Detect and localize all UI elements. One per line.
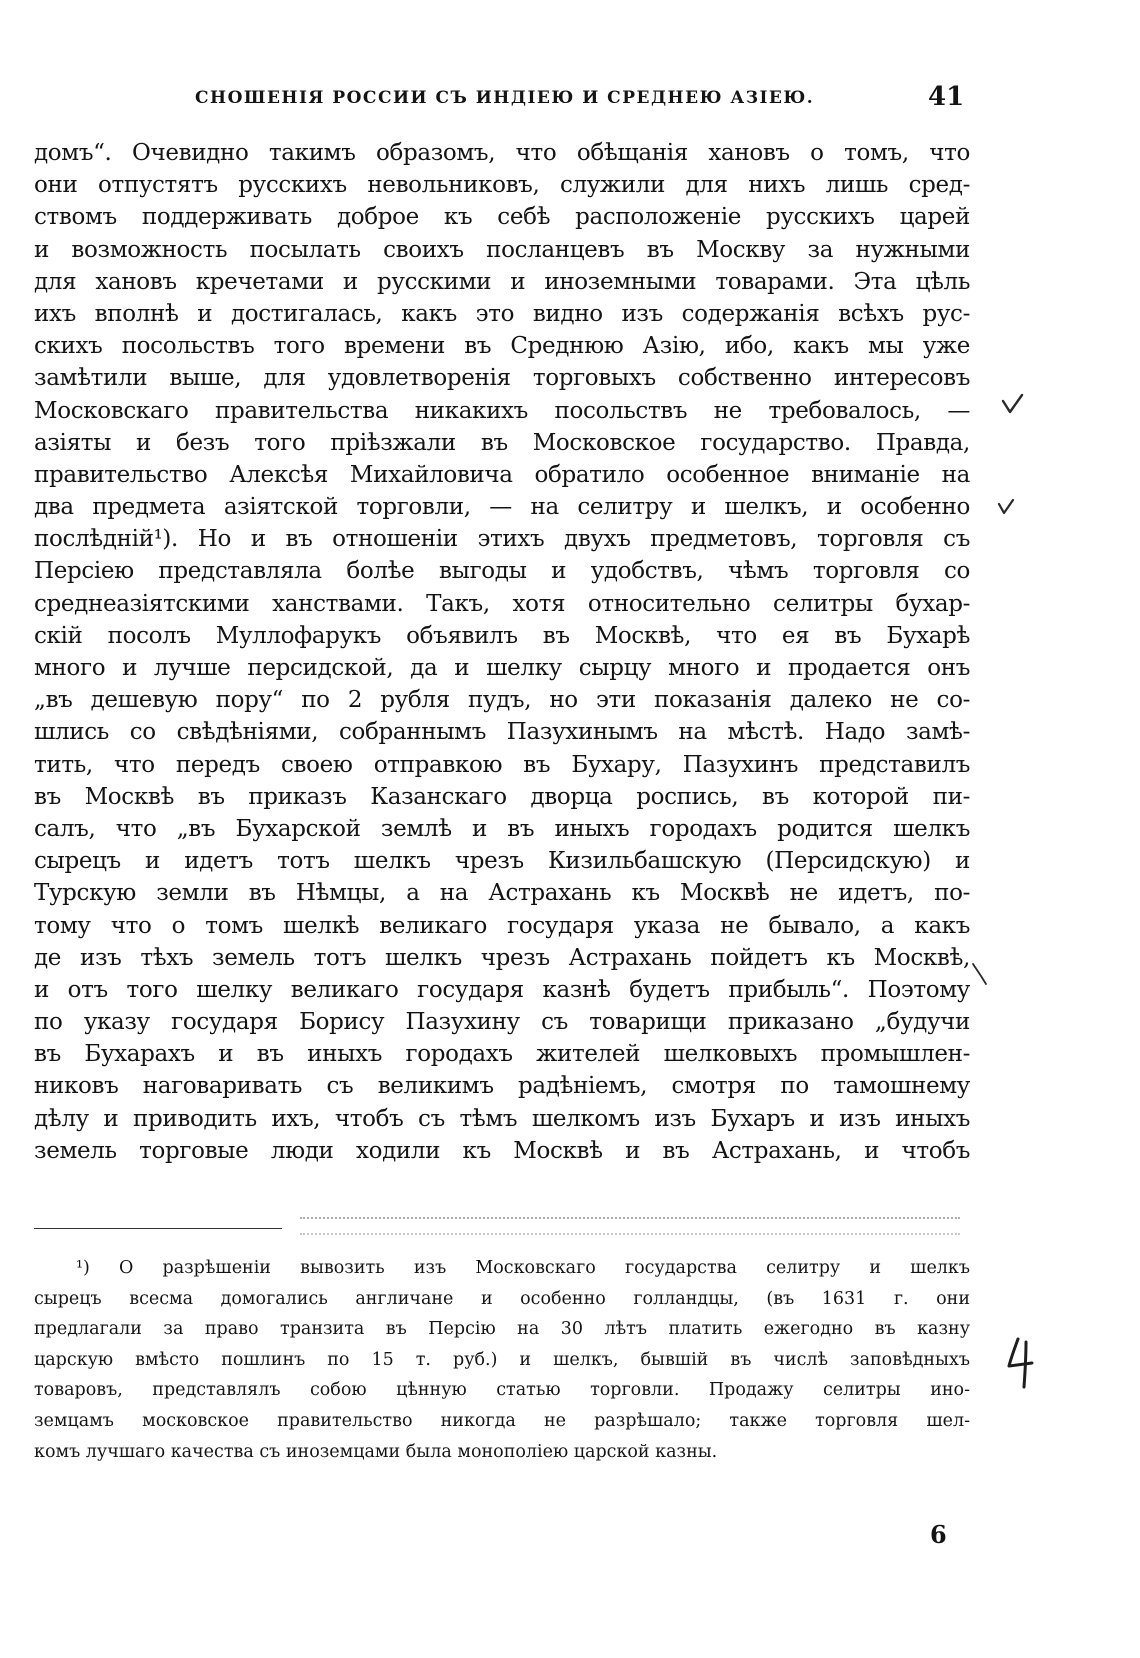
footnote-rule xyxy=(34,1228,282,1229)
body-line: они отпустятъ русскихъ невольниковъ, служили для нихъ лишь сред- xyxy=(34,172,970,199)
page-number: 41 xyxy=(928,82,965,112)
check-mark-icon xyxy=(996,497,1016,517)
body-line: скій посолъ Муллофарукъ объявилъ въ Москвѣ, что ея въ Бухарѣ xyxy=(34,622,970,649)
check-mark-icon xyxy=(1000,392,1026,418)
body-line: никовъ наговаривать съ великимъ радѣніемъ, смотря по тамошнему xyxy=(34,1073,970,1100)
body-line: Персіею представляла болѣе выгоды и удобствъ, чѣмъ торговля со xyxy=(34,558,970,585)
body-line: правительство Алексѣя Михайловича обратило особенное вниманіе на xyxy=(34,461,970,488)
running-title: СНОШЕНІЯ РОССИИ СЪ ИНДІЕЮ И СРЕДНЕЮ АЗІЕЮ. xyxy=(195,88,815,108)
footnote-line: царскую вмѣсто пошлинъ по 15 т. руб.) и шелкъ, бывшій въ числѣ заповѣдныхъ xyxy=(34,1349,970,1370)
body-line: въ Москвѣ въ приказъ Казанскаго дворца роспись, въ которой пи- xyxy=(34,783,970,810)
body-line: земель торговые люди ходили къ Москвѣ и въ Астрахань, и чтобъ xyxy=(34,1137,970,1164)
footnote-line: земцамъ московское правительство никогда не разрѣшало; также торговля шел- xyxy=(34,1410,970,1431)
body-line: въ Бухарахъ и въ иныхъ городахъ жителей шелковыхъ промышлен- xyxy=(34,1041,970,1068)
body-line: среднеазіятскими ханствами. Такъ, хотя относительно селитры бухар- xyxy=(34,590,970,617)
body-line: Турскую земли въ Нѣмцы, а на Астрахань къ Москвѣ не идетъ, по- xyxy=(34,880,970,907)
footnote-line: предлагали за право транзита въ Персію на 30 лѣтъ платить ежегодно въ казну xyxy=(34,1319,970,1340)
body-line: тому что о томъ шелкѣ великаго государя указа не бывало, а какъ xyxy=(34,912,970,939)
footnote-line: ¹) О разрѣшеніи вывозить изъ Московскаго государства селитру и шелкъ xyxy=(76,1258,970,1278)
footnote-line: товаровъ, представлялъ собою цѣнную статью торговли. Продажу селитры ино- xyxy=(34,1380,970,1401)
body-line: ихъ вполнѣ и достигалась, какъ это видно изъ содержанія всѣхъ рус- xyxy=(34,300,970,327)
body-line: послѣдній¹). Но и въ отношеніи этихъ двухъ предметовъ, торговля съ xyxy=(34,526,970,553)
footnote xyxy=(34,1253,970,1467)
body-line: дѣлу и приводить ихъ, чтобъ съ тѣмъ шелкомъ изъ Бухаръ и изъ иныхъ xyxy=(34,1105,970,1132)
body-line: замѣтили выше, для удовлетворенія торговыхъ собственно интересовъ xyxy=(34,365,970,392)
body-line: азіяты и безъ того пріѣзжали въ Московское государство. Правда, xyxy=(34,429,970,456)
body-line: скихъ посольствъ того времени въ Среднюю Азію, ибо, какъ мы уже xyxy=(34,333,970,360)
body-line: два предмета азіятской торговли, — на селитру и шелкъ, и особенно xyxy=(34,494,970,521)
body-line: Московскаго правительства никакихъ посольствъ не требовалось, — xyxy=(34,397,970,424)
body-line: сырецъ и идетъ тотъ шелкъ чрезъ Кизильбашскую (Персидскую) и xyxy=(34,848,970,875)
body-line: салъ, что „въ Бухарской землѣ и въ иныхъ городахъ родится шелкъ xyxy=(34,815,970,842)
body-line: „въ дешевую пору“ по 2 рубля пудъ, но эти показанія далеко не со- xyxy=(34,687,970,714)
footnote-line: сырецъ всесма домогались англичане и особенно голландцы, (въ 1631 г. они xyxy=(34,1288,970,1309)
faded-cut-off-line xyxy=(300,1217,960,1235)
body-line: ствомъ поддерживать доброе къ себѣ расположеніе русскихъ царей xyxy=(34,204,970,231)
body-line: по указу государя Борису Пазухину съ товарищи приказано „будучи xyxy=(34,1009,970,1036)
body-line: де изъ тѣхъ земель тотъ шелкъ чрезъ Астрахань пойдетъ къ Москвѣ, xyxy=(34,944,970,971)
tick-mark-icon xyxy=(970,960,992,988)
body-line: и отъ того шелку великаго государя казнѣ будетъ прибыль“. Поэтому xyxy=(34,976,970,1003)
body-line: шлись со свѣдѣніями, собраннымъ Пазухинымъ на мѣстѣ. Надо замѣ- xyxy=(34,719,970,746)
handwritten-number-4-icon xyxy=(1004,1336,1040,1390)
body-line: много и лучше персидской, да и шелку сырцу много и продается онъ xyxy=(34,655,970,681)
body-line: тить, что передъ своею отправкою въ Бухару, Пазухинъ представилъ xyxy=(34,751,970,778)
body-text xyxy=(34,137,970,1167)
body-line: для хановъ кречетами и русскими и иноземными товарами. Эта цѣль xyxy=(34,268,970,295)
body-line: и возможность посылать своихъ посланцевъ въ Москву за нужными xyxy=(34,236,970,263)
body-line: домъ“. Очевидно такимъ образомъ, что обѣщанія хановъ о томъ, что xyxy=(34,140,970,166)
footnote-line: комъ лучшаго качества съ иноземцами была монополіею царской казны. xyxy=(34,1441,718,1462)
signature-mark: 6 xyxy=(930,1520,947,1549)
